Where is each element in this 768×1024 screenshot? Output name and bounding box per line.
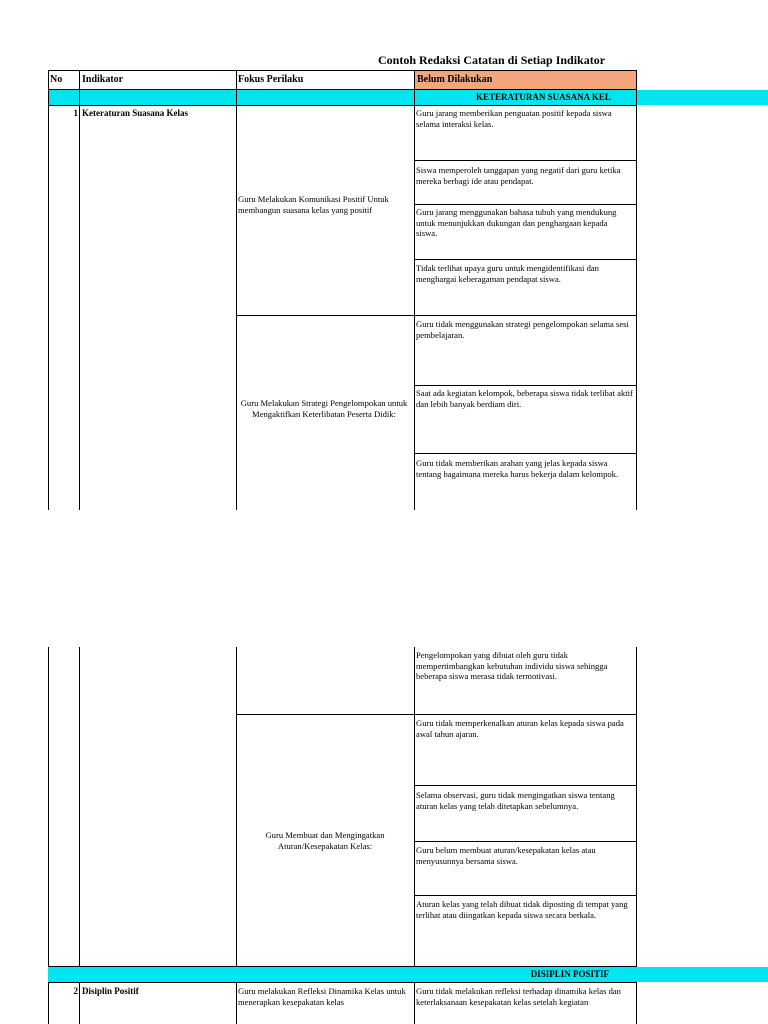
col-header-no: No: [50, 74, 63, 85]
indikator-keteraturan: Keteraturan Suasana Kelas: [82, 108, 189, 118]
belum-item: Saat ada kegiatan kelompok, beberapa siswa tidak terlibat aktif dan lebih banyak berdiam diri.: [416, 388, 633, 409]
belum-item: Guru belum membuat aturan/kesepakatan kelas atau menyusunnya bersama siswa.: [416, 845, 596, 866]
rule: [236, 315, 637, 316]
belum-item: Pengelompokan yang dibuat oleh guru tidak mempertimbangkan kebutuhan individu siswa sehingga beberapa siswa merasa tidak termotivasi.: [416, 650, 608, 682]
section-label-keteraturan: KETERATURAN SUASANA KEL: [476, 92, 611, 102]
rule: [48, 70, 49, 510]
section-label-disiplin: DISIPLIN POSITIF: [530, 969, 609, 979]
col-header-belum: Belum Dilakukan: [417, 74, 493, 85]
rule: [48, 70, 637, 71]
rule: [414, 160, 637, 161]
rule: [414, 895, 637, 896]
page-title: Contoh Redaksi Catatan di Setiap Indikator: [378, 53, 606, 67]
rule: [236, 70, 237, 510]
rule: [414, 453, 637, 454]
rule: [414, 70, 415, 510]
rule: [414, 259, 637, 260]
fokus-strategi-pengelompokan: Guru Melakukan Strategi Pengelompokan untuk Mengaktifkan Keterlibatan Peserta Didik:: [240, 398, 408, 419]
fokus-refleksi-dinamika: Guru melakukan Refleksi Dinamika Kelas untuk menerapkan kesepakatan kelas: [238, 986, 406, 1007]
rule: [48, 982, 637, 983]
rule: [414, 841, 637, 842]
belum-item: Guru tidak memberikan arahan yang jelas kepada siswa tentang bagaimana mereka harus bekerja dalam kelompok.: [416, 458, 619, 479]
fokus-aturan-kesepakatan: Guru Membuat dan Mengingatkan Aturan/Kesepakatan Kelas:: [265, 830, 385, 851]
rule: [48, 89, 637, 90]
row-number: 1: [73, 108, 78, 118]
rule: [79, 70, 80, 510]
row-number: 2: [73, 986, 78, 996]
rule: [414, 785, 637, 786]
indikator-disiplin: Disiplin Positif: [82, 986, 139, 996]
section-band-disiplin: [48, 967, 768, 982]
belum-item: Tidak terlihat upaya guru untuk mengidentifikasi dan menghargai keberagaman pendapat siswa.: [416, 263, 599, 284]
rule: [236, 714, 637, 715]
belum-item: Guru tidak memperkenalkan aturan kelas kepada siswa pada awal tahun ajaran.: [416, 718, 624, 739]
belum-item: Guru jarang memberikan penguatan positif kepada siswa selama interaksi kelas.: [416, 108, 612, 129]
col-header-fokus: Fokus Perilaku: [238, 74, 304, 85]
col-header-indikator: Indikator: [82, 74, 124, 85]
belum-item: Selama observasi, guru tidak mengingatkan siswa tentang aturan kelas yang telah ditetapkan sebelumnya.: [416, 790, 615, 811]
rule: [414, 385, 637, 386]
fokus-komunikasi-positif: Guru Melakukan Komunikasi Positif Untuk membangun suasana kelas yang positif: [238, 194, 389, 215]
rule: [48, 105, 637, 106]
belum-item: Guru tidak menggunakan strategi pengelompokan selama sesi pembelajaran.: [416, 319, 629, 340]
belum-item: Aturan kelas yang telah dibuat tidak diposting di tempat yang terlihat atau diingatkan kepada siswa secara berkala.: [416, 899, 628, 920]
rule: [636, 70, 637, 510]
belum-item: Guru jarang menggunakan bahasa tubuh yang mendukung untuk menunjukkan dukungan dan penghargaan kepada siswa.: [416, 207, 617, 239]
rule: [414, 204, 637, 205]
belum-item: Guru tidak melakukan refleksi terhadap dinamika kelas dan keterlaksanaan kesepakatan kelas setelah kegiatan: [416, 986, 621, 1007]
belum-item: Siswa memperoleh tanggapan yang negatif dari guru ketika mereka berbagi ide atau pendapat.: [416, 165, 621, 186]
